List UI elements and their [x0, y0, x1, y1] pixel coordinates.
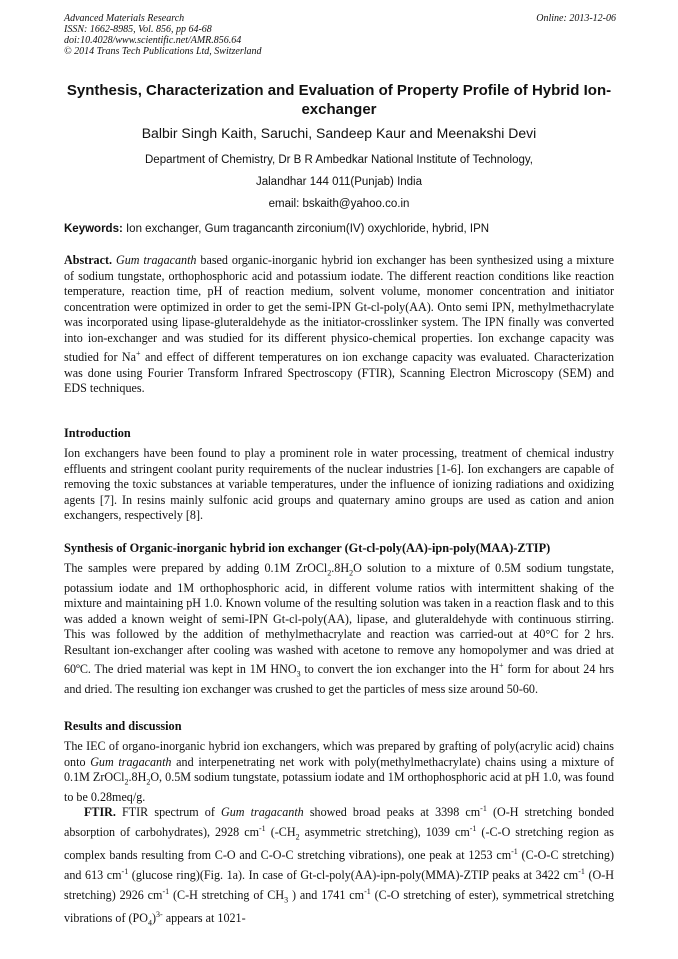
journal-copyright: © 2014 Trans Tech Publications Ltd, Switzerland — [64, 46, 262, 57]
results-sub: 2 — [124, 777, 129, 787]
abstract — [64, 253, 614, 397]
ftir-text: (glucose ring)(Fig. 1a). In case of Gt-cl-poly(AA)-ipn-poly(MMA)-ZTIP peaks at 3422 cm — [128, 868, 579, 883]
synthesis-t2: .8H — [331, 561, 350, 575]
abstract-text-1: based organic-inorganic hybrid ion exchanger has been synthesized using a mixture of sodium tungstate, orthophosphoric acid and potassium iodate. The different reaction conditions like reaction temperature, reaction time, pH of reaction medium, solvent volume, monomer concentration and initiator concentration were optimized in order to get the semi-IPN Gt-cl-poly(AA). Onto semi IPN, methylmethacrylate was incorporated using lipase-gluteraldehyde as the initiator-crosslinker system. The IPN finally was converted into ion-exchanger and was studied for its different physico-chemical properties. Ion exchange capacity was studied for Na — [64, 253, 614, 365]
keywords-label: Keywords: — [64, 223, 123, 235]
results-text: and interpenetrating net work with poly(methylmethacrylate) chains using a mixture of 0.1M ZrOCl — [64, 754, 614, 784]
synthesis-sub: 3 — [296, 669, 301, 679]
ftir-sup: -1 — [511, 847, 518, 857]
ftir-sup: -1 — [480, 804, 487, 813]
results-heading: Results and discussion — [64, 719, 182, 733]
ftir-text: (-C-O stretching region as complex bands resulting from C-O and C-O-C stretching vibrations), one peak at 1253 cm — [64, 824, 614, 863]
synthesis-sub: 2 — [349, 568, 354, 578]
ftir-text: (O-H stretching bonded absorption of carbohydrates), 2928 cm — [64, 805, 614, 839]
ftir-sup: -1 — [578, 867, 585, 876]
journal-issn: ISSN: 1662-8985, Vol. 856, pp 64-68 — [64, 24, 212, 35]
ftir-label: FTIR. — [84, 805, 116, 820]
ftir-text: (C-O-C stretching) and 613 cm — [64, 848, 615, 883]
results-text: .8H — [128, 770, 147, 784]
abstract-label: Abstract. — [64, 253, 113, 267]
synthesis-t4: to convert the ion exchanger into the H — [300, 662, 500, 677]
results-text: The IEC of organo-inorganic hybrid ion exchangers, which was prepared by grafting of poly(acrylic acid) chains onto — [64, 739, 614, 769]
results-sub: 2 — [146, 777, 151, 787]
synthesis-t5: form for about 24 hrs and dried. The resulting ion exchanger was crushed to get the particles of mess size around 50-60. — [64, 662, 614, 697]
ftir-text: appears at 1021- — [162, 911, 246, 926]
journal-header — [64, 13, 616, 57]
ftir-sup: -1 — [121, 867, 129, 876]
ftir-text: ) and 1741 cm — [288, 887, 365, 902]
keywords-text: Ion exchanger, Gum tragancanth zirconium(IV) oxychloride, hybrid, IPN — [122, 223, 490, 235]
ftir-sub: 2 — [295, 831, 300, 841]
journal-doi: doi:10.4028/www.scientific.net/AMR.856.64 — [64, 35, 242, 46]
affiliation — [40, 149, 638, 215]
ftir-text: (-CH — [265, 824, 296, 839]
synthesis-sup: + — [499, 661, 504, 671]
journal-name: Advanced Materials Research — [64, 13, 185, 24]
keywords — [64, 222, 624, 236]
ftir-text: ) — [151, 911, 157, 926]
affiliation-line-1: Department of Chemistry, Dr B R Ambedkar National Institute of Technology, — [145, 154, 533, 166]
introduction-heading: Introduction — [64, 426, 131, 440]
paper-title: Synthesis, Characterization and Evaluation of Property Profile of Hybrid Ion- exchanger — [66, 82, 612, 118]
author-list: Balbir Singh Kaith, Saruchi, Sandeep Kaur and Meenakshi Devi — [141, 125, 537, 141]
ftir-text: FTIR spectrum of — [115, 805, 222, 820]
ftir-sup: -1 — [469, 823, 477, 833]
ftir-italic: Gum tragacanth — [221, 805, 304, 820]
ftir-text: asymmetric stretching), 1039 cm — [299, 824, 470, 839]
abstract-sup: + — [136, 349, 141, 358]
introduction-text: Ion exchangers have been found to play a prominent role in water processing, treatment of chemical industry effluents and stringent coolant purity requirements of the nuclear industries [1-6]. Ion exchangers are capable of removing the toxic substances at variable temperatures, under the influence of ionizing radiations and oxidizing agents [7]. In resins mainly sulfonic acid groups and quaternary amino groups are used as cation and anion exchangers, respectively [8]. — [64, 446, 614, 522]
synthesis-t3: O solution to a mixture of 0.5M sodium tungstate, potassium iodate and 1M orthophosphoric acid, in different volume ratios with intermittent shaking of the mixture and maintaining pH 1.0. Known volume of the resulting solution was taken in a reaction flask and to this was added a known weight of semi-IPN Gt-cl-poly(AA), lipase, and gluteraldehyde with continuous stirring. This was followed by the addition of methylmethacrylate and reaction was carried-out at 40°C for 2 hrs. Resultant ion-exchanger after cooling was washed with acetone to remove any homopolymer and was dried at 60ºC. The dried material was kept in 1M HNO — [64, 561, 614, 677]
ftir-paragraph — [64, 801, 614, 931]
ftir-text: (O-H stretching) 2926 cm — [64, 868, 614, 902]
ftir-sup: -1 — [364, 886, 371, 896]
synthesis-text — [64, 561, 614, 698]
results-italic: Gum tragacanth — [90, 754, 172, 769]
ftir-text: (C-H stretching of CH — [169, 887, 285, 902]
ftir-sup: 3- — [156, 910, 163, 920]
affiliation-line-2: Jalandhar 144 011(Punjab) India — [255, 176, 423, 188]
synthesis-sub: 2 — [327, 568, 332, 578]
abstract-italic: Gum tragacanth — [115, 253, 197, 267]
ftir-sup: -1 — [162, 886, 170, 896]
ftir-sub: 3 — [284, 894, 289, 904]
results-paragraph-1 — [64, 739, 614, 805]
results-text: O, 0.5M sodium tungstate, potassium iodate and 1M orthophosphoric acid at pH 1.0, was found to be 0.28meq/g. — [64, 770, 615, 804]
ftir-text: (C-O stretching of ester), symmetrical stretching vibrations of (PO — [64, 887, 614, 926]
abstract-text-2: and effect of different temperatures on ion exchange capacity was evaluated. Characterization was done using Fourier Transform Infrared Spectroscopy (FTIR), Scanning Electron Microscopy (SEM) and EDS techniques. — [64, 350, 615, 396]
synthesis-t1: The samples were prepared by adding 0.1M ZrOCl — [64, 561, 328, 575]
ftir-sup: -1 — [259, 823, 266, 833]
ftir-sub: 4 — [147, 918, 152, 928]
ftir-text: showed broad peaks at 3398 cm — [303, 805, 481, 820]
author-email: email: bskaith@yahoo.co.in — [268, 198, 410, 210]
synthesis-heading: Synthesis of Organic-inorganic hybrid ion exchanger (Gt-cl-poly(AA)-ipn-poly(MAA)-ZTIP) — [64, 541, 551, 555]
online-date: Online: 2013-12-06 — [536, 13, 616, 24]
